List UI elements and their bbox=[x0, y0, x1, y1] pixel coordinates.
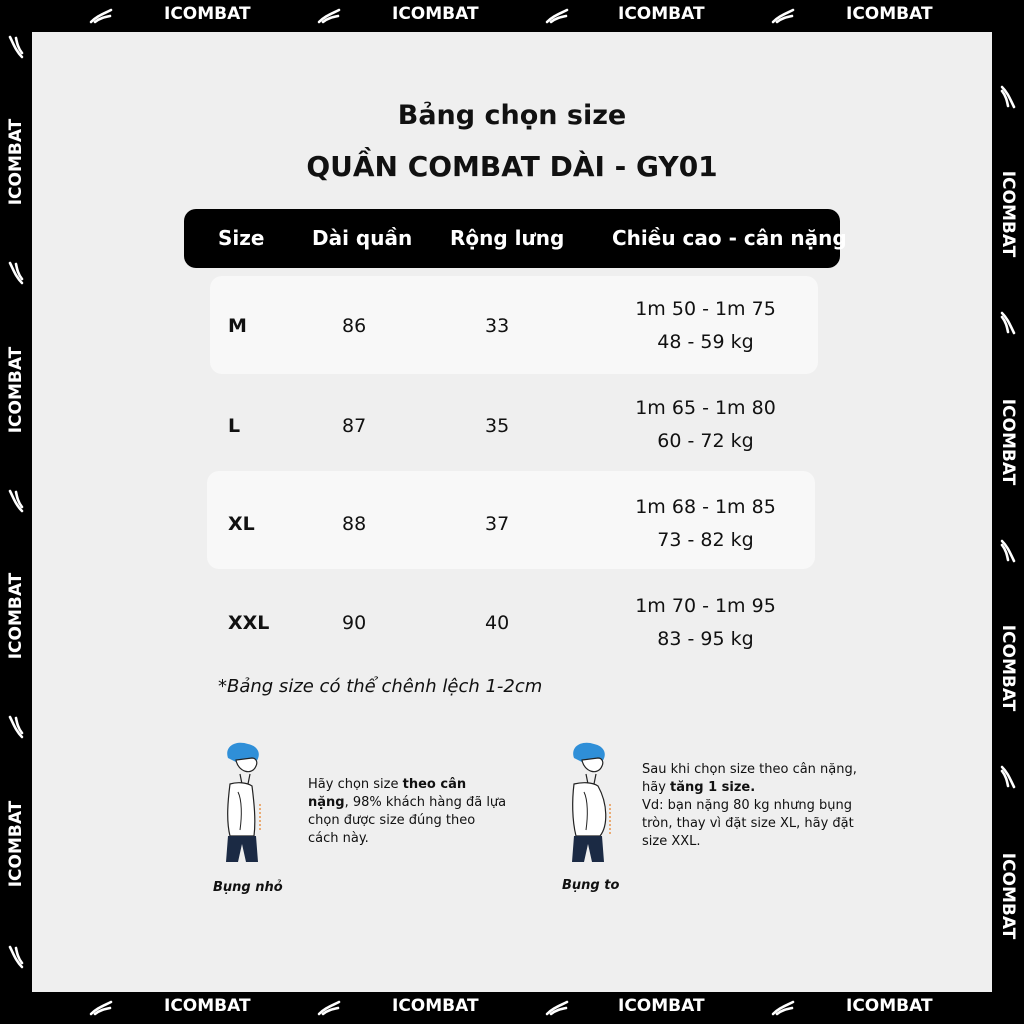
icombat-logo-icon bbox=[544, 7, 570, 25]
length-cell: 88 bbox=[342, 513, 367, 535]
height-weight-cell bbox=[598, 293, 813, 359]
waist-cell: 37 bbox=[485, 513, 510, 535]
frame-brand-text: ICOMBAT bbox=[618, 996, 705, 1016]
size-cell: L bbox=[228, 415, 241, 437]
frame-brand-text: ICOMBAT bbox=[998, 398, 1018, 486]
height-range: 1m 65 - 1m 80 bbox=[635, 397, 776, 419]
table-row bbox=[210, 375, 818, 473]
icombat-logo-icon bbox=[316, 7, 342, 25]
big-belly-figure-icon bbox=[556, 740, 620, 868]
weight-range: 83 - 95 kg bbox=[657, 628, 754, 650]
icombat-logo-icon bbox=[770, 999, 796, 1017]
length-cell: 90 bbox=[342, 612, 367, 634]
header-size: Size bbox=[218, 226, 265, 250]
table-row bbox=[207, 471, 815, 569]
tip-text: Sau khi chọn size theo cân nặng, hãy bbox=[642, 762, 857, 795]
tip-text: Hãy chọn size bbox=[308, 777, 403, 792]
icombat-logo-icon bbox=[316, 999, 342, 1017]
table-row bbox=[210, 276, 818, 374]
table-row bbox=[210, 572, 818, 670]
height-range: 1m 50 - 1m 75 bbox=[635, 298, 776, 320]
tip-text: Vd: bạn nặng 80 kg nhưng bụng tròn, thay vì đặt size XL, hãy đặt size XXL. bbox=[642, 798, 854, 849]
bottom-frame-band bbox=[0, 992, 1024, 1024]
icombat-logo-icon bbox=[88, 999, 114, 1017]
waist-cell: 40 bbox=[485, 612, 510, 634]
size-tolerance-note: *Bảng size có thể chênh lệch 1-2cm bbox=[218, 676, 543, 697]
frame-brand-text: ICOMBAT bbox=[846, 996, 933, 1016]
header-height-weight: Chiều cao - cân nặng bbox=[612, 226, 847, 250]
table-header bbox=[184, 209, 847, 268]
waist-cell: 35 bbox=[485, 415, 510, 437]
frame-brand-text: ICOMBAT bbox=[6, 118, 26, 206]
frame-brand-text: ICOMBAT bbox=[618, 4, 705, 24]
size-cell: XXL bbox=[228, 612, 270, 634]
header-length: Dài quần bbox=[312, 226, 413, 250]
waist-cell: 33 bbox=[485, 315, 510, 337]
tip-text: , 98% khách hàng đã lựa chọn được size đúng theo cách này. bbox=[308, 795, 507, 846]
tip-emphasis: tăng 1 size. bbox=[670, 780, 756, 795]
frame-brand-text: ICOMBAT bbox=[6, 800, 26, 888]
frame-brand-text: ICOMBAT bbox=[6, 572, 26, 660]
icombat-logo-icon bbox=[88, 7, 114, 25]
top-frame-band bbox=[0, 0, 1024, 32]
weight-range: 60 - 72 kg bbox=[657, 430, 754, 452]
icombat-logo-icon bbox=[544, 999, 570, 1017]
chart-title: Bảng chọn size bbox=[397, 100, 627, 131]
frame-brand-text: ICOMBAT bbox=[6, 346, 26, 434]
icombat-logo-icon bbox=[999, 310, 1017, 336]
big-belly-caption: Bụng to bbox=[562, 878, 620, 893]
height-weight-cell bbox=[598, 590, 813, 656]
frame-brand-text: ICOMBAT bbox=[164, 996, 251, 1016]
product-name: QUẦN COMBAT DÀI - GY01 bbox=[306, 150, 718, 183]
icombat-logo-icon bbox=[999, 538, 1017, 564]
icombat-logo-icon bbox=[7, 260, 25, 286]
header-waist: Rộng lưng bbox=[450, 226, 565, 250]
height-range: 1m 70 - 1m 95 bbox=[635, 595, 776, 617]
height-weight-cell bbox=[598, 491, 813, 557]
small-belly-figure-icon bbox=[208, 740, 272, 868]
tip-emphasis: theo cân nặng bbox=[308, 777, 467, 810]
frame-brand-text: ICOMBAT bbox=[392, 4, 479, 24]
weight-range: 73 - 82 kg bbox=[657, 529, 754, 551]
big-belly-tip bbox=[642, 761, 857, 851]
icombat-logo-icon bbox=[999, 764, 1017, 790]
small-belly-caption: Bụng nhỏ bbox=[213, 880, 283, 895]
icombat-logo-icon bbox=[770, 7, 796, 25]
frame-brand-text: ICOMBAT bbox=[846, 4, 933, 24]
frame-brand-text: ICOMBAT bbox=[998, 624, 1018, 712]
size-cell: M bbox=[228, 315, 247, 337]
height-weight-cell bbox=[598, 392, 813, 458]
icombat-logo-icon bbox=[7, 944, 25, 970]
icombat-logo-icon bbox=[7, 714, 25, 740]
frame-brand-text: ICOMBAT bbox=[392, 996, 479, 1016]
icombat-logo-icon bbox=[7, 34, 25, 60]
small-belly-tip bbox=[308, 776, 508, 848]
size-cell: XL bbox=[228, 513, 255, 535]
frame-brand-text: ICOMBAT bbox=[998, 170, 1018, 258]
icombat-logo-icon bbox=[7, 488, 25, 514]
length-cell: 87 bbox=[342, 415, 367, 437]
frame-brand-text: ICOMBAT bbox=[164, 4, 251, 24]
frame-brand-text: ICOMBAT bbox=[998, 852, 1018, 940]
length-cell: 86 bbox=[342, 315, 367, 337]
height-range: 1m 68 - 1m 85 bbox=[635, 496, 776, 518]
weight-range: 48 - 59 kg bbox=[657, 331, 754, 353]
